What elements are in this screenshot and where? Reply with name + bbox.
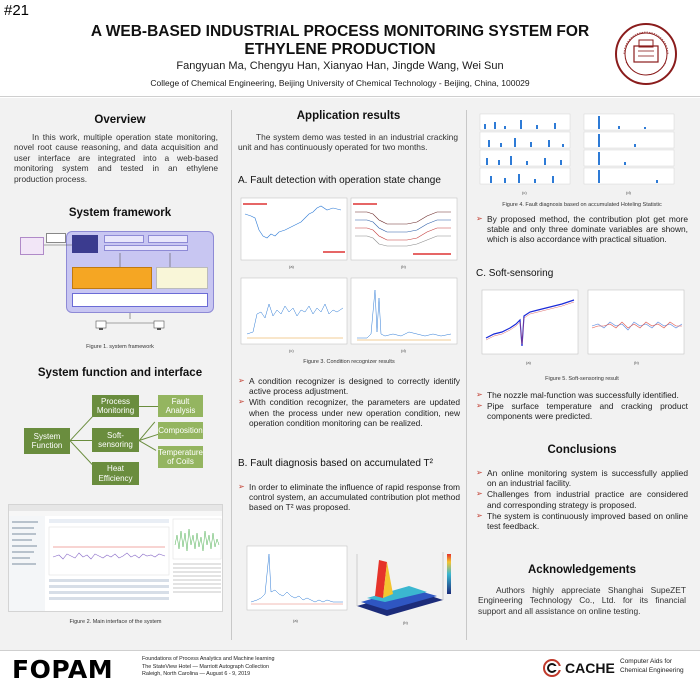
figure3-caption: Figure 3. Condition recognizer results	[303, 359, 395, 365]
fig4-label-c: (c)	[522, 190, 527, 195]
cache-logo-icon	[543, 659, 561, 677]
fig4-label-d: (d)	[626, 190, 631, 195]
figb-label-a: (a)	[293, 618, 298, 623]
cache-subtitle-line1: Computer Aids for	[620, 658, 673, 665]
acknowledgements-text: Authors highly appreciate Shanghai SupeZET Engineering Technology Co., Ltd. for its financial support and all assistance on online testing.	[478, 585, 686, 616]
fig3-label-d: (d)	[401, 348, 406, 353]
main-interface-screenshot	[8, 504, 223, 612]
composition-node: Composition	[158, 422, 203, 439]
figure5-caption: Figure 5. Soft-sensoring result	[545, 376, 619, 382]
fig5-label-a: (a)	[526, 360, 531, 365]
figure4-thumbnail	[474, 110, 690, 202]
figure3-panels	[237, 194, 461, 364]
fault-analysis-node: Fault Analysis	[158, 395, 203, 417]
section-b-heading: B. Fault diagnosis based on accumulated T²	[238, 458, 433, 469]
column-divider	[466, 110, 467, 640]
figure1-caption: Figure 1. system framework	[86, 344, 154, 350]
conference-info	[142, 656, 274, 679]
figure3-thumbnail	[237, 194, 461, 364]
bullet-item: ➢ With condition recognizer, the parameters are updated when the process under new operation condition, new operation condition monitoring can be realized.	[238, 397, 460, 428]
column-divider	[231, 110, 232, 640]
heat-efficiency-node: Heat Efficiency	[92, 462, 139, 485]
figure-b-thumbnail	[237, 540, 461, 628]
framework-arrows	[20, 223, 220, 338]
conclusions-heading: Conclusions	[547, 444, 617, 456]
process-monitoring-node: Process Monitoring	[92, 395, 139, 417]
section-a-bullets	[238, 376, 460, 429]
cache-subtitle	[620, 657, 684, 675]
figure4-bullets	[476, 214, 688, 246]
bullet-item: ➢ Pipe surface temperature and cracking product components were predicted.	[476, 401, 688, 421]
figure4-panels	[474, 110, 690, 202]
poster-footer	[0, 650, 700, 687]
bullet-item: ➢ By proposed method, the contribution plot get more stable and only three dominate variables are shown, which is also accordance with practical situation.	[476, 214, 688, 245]
figure4-caption: Figure 4. Fault diagnosis based on accumulated Hoteling Statistic	[502, 202, 662, 208]
section-b-bullets	[238, 482, 460, 514]
interface-thumbnail	[9, 505, 223, 612]
bullet-item: ➢ In order to eliminate the influence of rapid response from control system, an accumulated contribution plot method based on T² was proposed.	[238, 482, 460, 513]
affiliation: College of Chemical Engineering, Beijing University of Chemical Technology - Beijing, China, 100029	[150, 78, 530, 88]
fig3-label-a: (a)	[289, 264, 294, 269]
bullet-item: ➢ A condition recognizer is designed to correctly identify active process adjustment.	[238, 376, 460, 396]
soft-sensoring-node: Soft-sensoring	[92, 428, 139, 452]
poster-number: #21	[4, 2, 30, 19]
section-c-bullets	[476, 390, 688, 423]
cache-subtitle-line2: Chemical Engineering	[620, 667, 684, 674]
function-heading: System function and interface	[37, 367, 203, 379]
fopam-logo: FOPAM	[12, 655, 114, 684]
section-c-heading: C. Soft-sensoring	[476, 268, 554, 279]
framework-heading: System framework	[68, 207, 172, 219]
bullet-item: ➢ The system is continuously improved based on online test feedback.	[476, 511, 688, 531]
poster-header	[0, 0, 700, 97]
university-seal-logo	[614, 22, 678, 86]
conference-location-date: Raleigh, North Carolina — August 6 - 9, 2019	[142, 671, 251, 678]
acknowledgements-heading: Acknowledgements	[528, 564, 636, 576]
conference-name: Foundations of Process Analytics and Machine learning	[142, 656, 275, 662]
figure2-caption: Figure 2. Main interface of the system	[69, 619, 162, 625]
application-intro: The system demo was tested in an industrial cracking unit and has continuously operated for two months.	[238, 132, 458, 153]
bullet-item: ➢ Challenges from industrial practice are considered and corresponding strategy is proposed.	[476, 489, 688, 509]
fig5-label-b: (b)	[634, 360, 639, 365]
application-results-heading: Application results	[296, 110, 401, 122]
overview-heading: Overview	[94, 114, 146, 126]
bullet-item: ➢ An online monitoring system is successfully applied on an industrial facility.	[476, 468, 688, 488]
authors: Fangyuan Ma, Chengyu Han, Xianyao Han, Jingde Wang, Wei Sun	[176, 60, 504, 72]
poster-title-line2: ETHYLENE PRODUCTION	[244, 41, 436, 58]
figb-label-b: (b)	[403, 620, 408, 625]
fig3-label-c: (c)	[289, 348, 294, 353]
section-a-heading: A. Fault detection with operation state change	[238, 175, 441, 186]
conference-venue: The StateView Hotel — Marriott Autograph Collection	[142, 663, 269, 670]
figure5-thumbnail	[474, 286, 690, 372]
system-framework-diagram	[20, 223, 220, 338]
poster-title-line1: A WEB-BASED INDUSTRIAL PROCESS MONITORING SYSTEM FOR	[90, 23, 590, 40]
cache-logo-text: CACHE	[565, 660, 615, 676]
figure-b-panels	[237, 540, 461, 628]
system-function-node: System Function	[24, 428, 70, 454]
fig3-label-b: (b)	[401, 264, 406, 269]
temperature-of-coils-node: Temperature of Coils	[158, 447, 203, 466]
bullet-item: ➢ The nozzle mal-function was successfully identified.	[476, 390, 688, 400]
overview-text: In this work, multiple operation state monitoring, novel root cause reasoning, and data acquisition and user interface are integrated into a web-based monitoring system and tested in an ethylene production process.	[14, 132, 218, 184]
conclusions-bullets	[476, 468, 688, 532]
figure5-panels	[474, 286, 690, 372]
